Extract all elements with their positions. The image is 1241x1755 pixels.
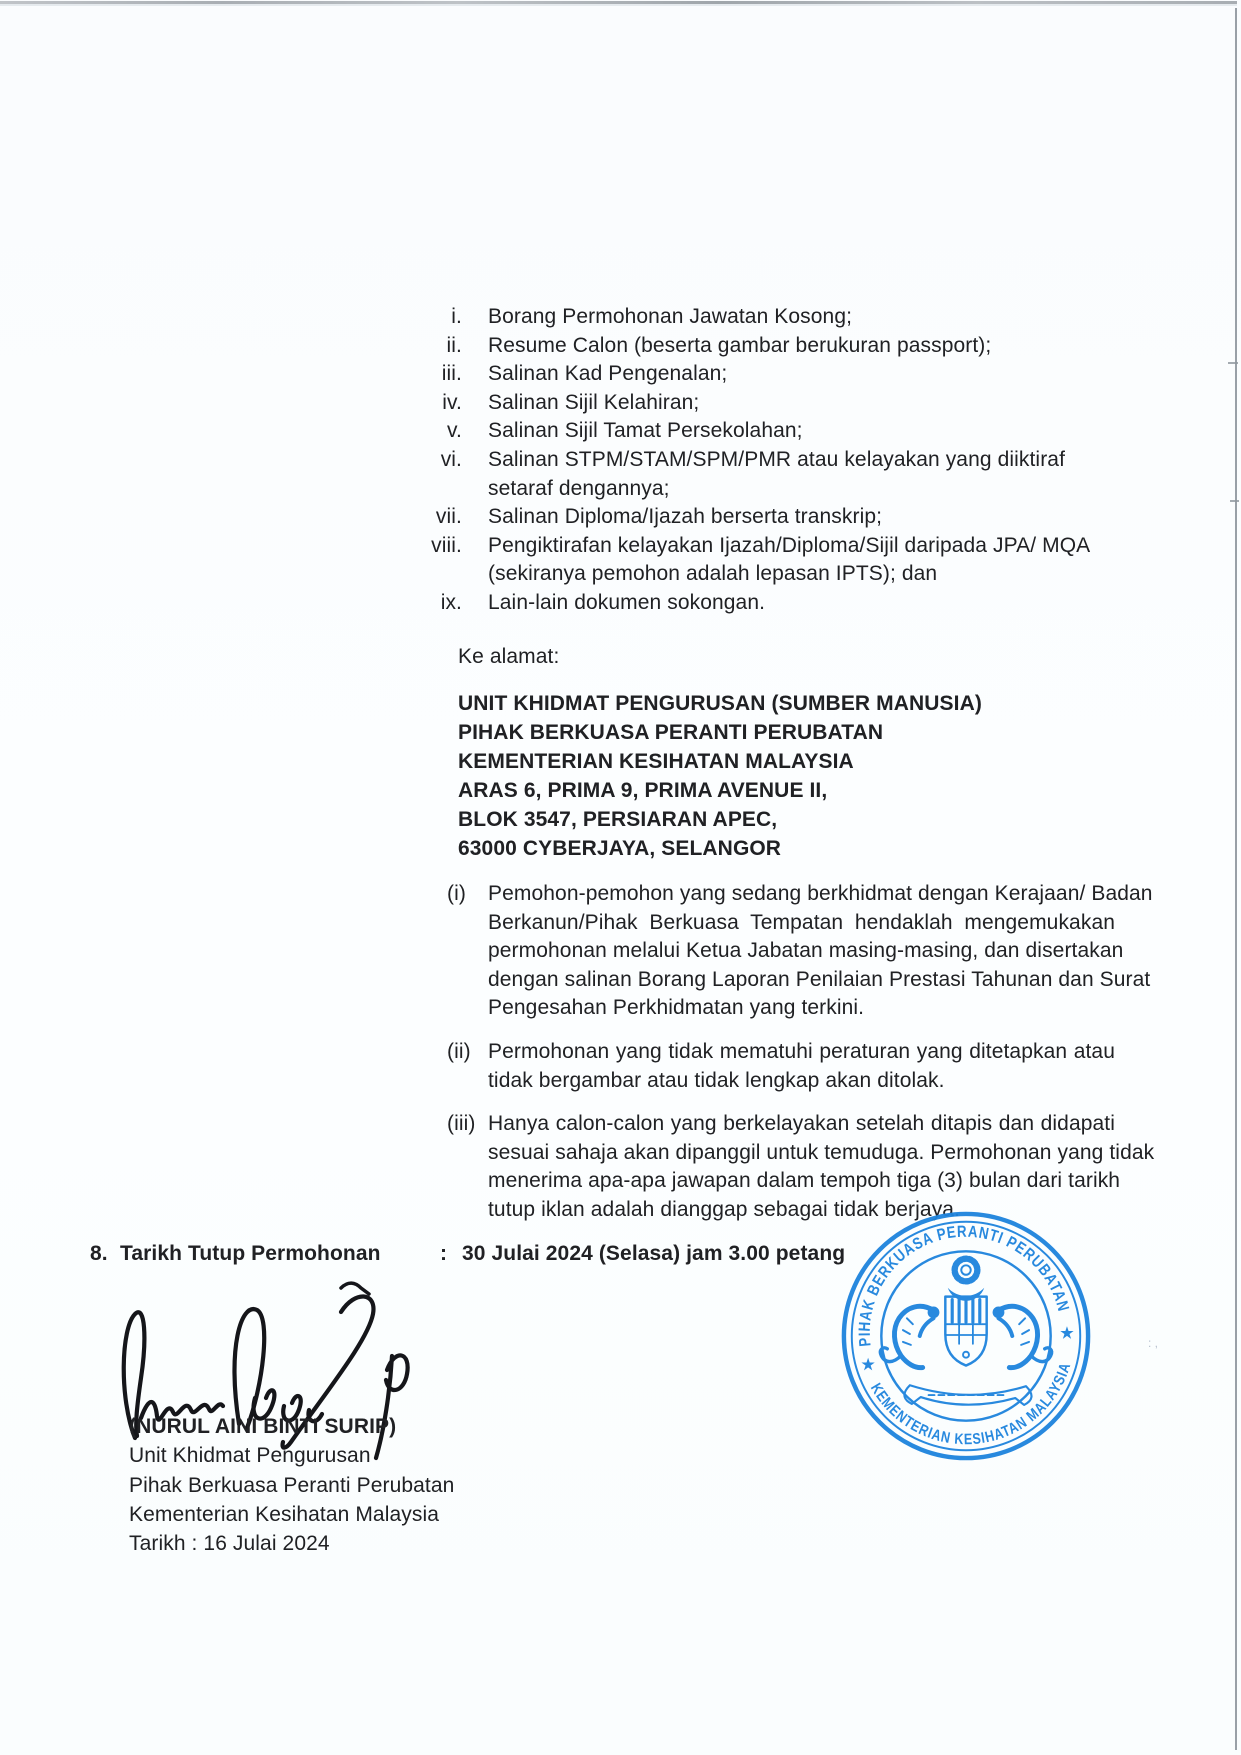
list-item <box>380 303 1100 332</box>
coat-tiger-left-icon <box>880 1306 939 1367</box>
scan-right-tick <box>1230 500 1239 502</box>
item-text: Resume Calon (beserta gambar berukuran passport); <box>488 333 992 357</box>
list-item <box>380 503 1100 532</box>
address-line: BLOK 3547, PERSIARAN APEC, <box>458 808 778 831</box>
item-numeral: viii. <box>431 533 462 557</box>
list-item <box>380 589 1100 618</box>
signer-ministry: Kementerian Kesihatan Malaysia <box>129 1502 440 1526</box>
scan-edge-top-shadow <box>0 4 1237 6</box>
signer-authority: Pihak Berkuasa Peranti Perubatan <box>129 1473 455 1497</box>
closing-number: 8. <box>90 1242 108 1265</box>
official-stamp-icon <box>838 1202 1094 1470</box>
item-text: Pengiktirafan kelayakan Ijazah/Diploma/Sijil daripada JPA/ MQA (sekiranya pemohon adalah lepasan IPTS); dan <box>488 533 1091 586</box>
note-marker: (i) <box>447 882 466 905</box>
required-documents-list <box>380 303 1100 618</box>
official-stamp <box>838 1202 1094 1470</box>
address-block <box>458 689 982 863</box>
item-text: Salinan Sijil Tamat Persekolahan; <box>488 419 803 443</box>
item-text: Salinan STPM/STAM/SPM/PMR atau kelayakan yang diiktiraf setaraf dengannya; <box>488 447 1066 500</box>
coat-shield-icon <box>945 1297 986 1366</box>
address-line: ARAS 6, PRIMA 9, PRIMA AVENUE II, <box>458 779 828 802</box>
closing-colon: : <box>440 1242 448 1265</box>
signer-block <box>129 1412 454 1558</box>
item-text: Lain-lain dokumen sokongan. <box>488 590 766 614</box>
address-line: UNIT KHIDMAT PENGURUSAN (SUMBER MANUSIA) <box>458 692 982 715</box>
item-numeral: vii. <box>435 505 462 529</box>
coat-star-icon <box>955 1259 978 1282</box>
address-intro: Ke alamat: <box>458 645 560 668</box>
item-numeral: iii. <box>441 362 462 386</box>
list-item <box>380 532 1100 589</box>
note-text: Permohonan yang tidak mematuhi peraturan yang ditetapkan atau tidak bergambar atau tidak lengkap akan ditolak. <box>488 1040 1115 1092</box>
address-line: PIHAK BERKUASA PERANTI PERUBATAN <box>458 721 884 744</box>
item-numeral: iv. <box>442 390 462 414</box>
note-marker: (ii) <box>447 1040 471 1063</box>
signer-name: (NURUL AINI BINTI SURIP) <box>129 1415 397 1438</box>
list-item <box>380 360 1100 389</box>
list-item <box>380 417 1100 446</box>
note-marker: (iii) <box>447 1112 476 1135</box>
stamp-top-text: PIHAK BERKUASA PERANTI PERUBATAN <box>855 1222 1074 1348</box>
closing-label: Tarikh Tutup Permohonan <box>120 1242 381 1265</box>
note-text: Hanya calon-calon yang berkelayakan setelah ditapis dan didapati sesuai sahaja akan dipanggil untuk temuduga. Permohonan yang tidak menerima apa-apa jawapan dalam tempoh tiga (3) bulan dari tarikh tutup iklan adalah dianggap sebagai tidak berjaya. <box>488 1112 1155 1221</box>
closing-value: 30 Julai 2024 (Selasa) jam 3.00 petang <box>462 1242 846 1265</box>
item-text: Salinan Diploma/Ijazah berserta transkrip; <box>488 505 883 529</box>
item-numeral: ix. <box>440 590 462 614</box>
item-numeral: ii. <box>446 333 462 357</box>
item-text: Borang Permohonan Jawatan Kosong; <box>488 305 853 328</box>
stamp-bottom-text: KEMENTERIAN KESIHATAN MALAYSIA <box>866 1358 1076 1449</box>
coat-ribbon-icon <box>904 1385 1031 1405</box>
list-item <box>380 332 1100 361</box>
item-numeral: vi. <box>440 447 462 471</box>
note-text: Pemohon-pemohon yang sedang berkhidmat dengan Kerajaan/ Badan Berkanun/Pihak Berkuasa Tempatan hendaklah mengemukakan permohonan melalui Ketua Jabatan masing-masing, dan disertakan dengan salinan Borang Laporan Penilaian Prestasi Tahunan dan Surat Pengesahan Perkhidmatan yang terkini. <box>488 882 1153 1020</box>
address-line: KEMENTERIAN KESIHATAN MALAYSIA <box>458 750 854 773</box>
stamp-star-left-icon: ★ <box>861 1357 876 1374</box>
item-numeral: v. <box>447 419 462 443</box>
list-item <box>380 446 1100 503</box>
note-i <box>447 880 1153 1023</box>
item-numeral: i. <box>451 305 462 328</box>
address-line: 63000 CYBERJAYA, SELANGOR <box>458 837 782 860</box>
coat-tiger-right-icon <box>993 1306 1052 1367</box>
stamp-star-right-icon: ★ <box>1060 1325 1075 1342</box>
list-item <box>380 389 1100 418</box>
note-ii <box>447 1038 1115 1095</box>
signer-date: Tarikh : 16 Julai 2024 <box>129 1532 330 1556</box>
item-text: Salinan Sijil Kelahiran; <box>488 390 700 414</box>
scan-right-tick <box>1228 362 1238 364</box>
item-text: Salinan Kad Pengenalan; <box>488 362 728 386</box>
signer-unit: Unit Khidmat Pengurusan <box>129 1444 371 1468</box>
scan-speck: : , <box>1148 1336 1159 1350</box>
scan-edge-right-line <box>1235 8 1237 1750</box>
